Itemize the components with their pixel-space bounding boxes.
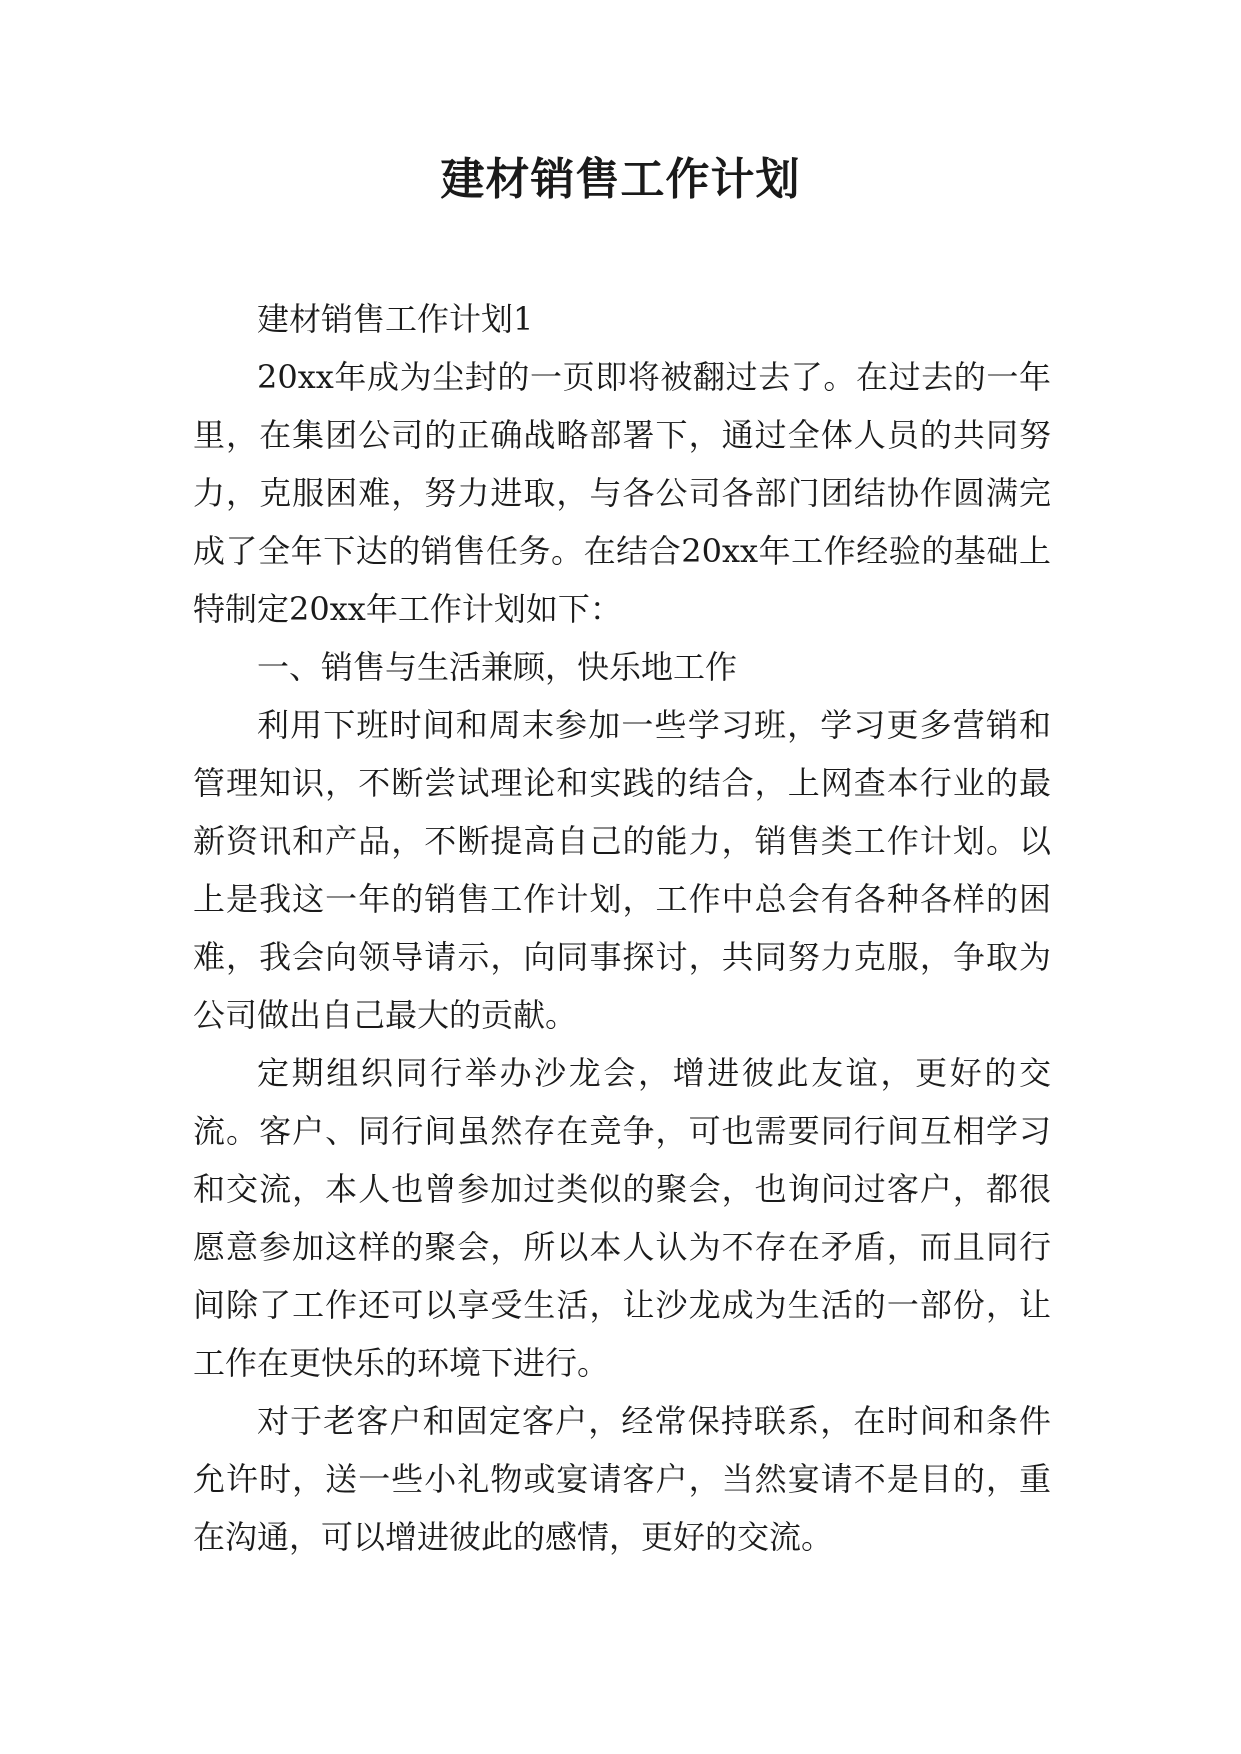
document-title: 建材销售工作计划 bbox=[440, 154, 801, 205]
body-paragraph: 利用下班时间和周末参加一些学习班，学习更多营销和管理知识，不断尝试理论和实践的结合，上网查本行业的最新资讯和产品，不断提高自己的能力，销售类工作计划。以上是我这一年的销售工作计划，工作中总会有各种各样的困难，我会向领导请示，向同事探讨，共同努力克服，争取为公司做出自己最大的贡献。 bbox=[193, 706, 1051, 1034]
section-heading-plan-1: 建材销售工作计划1 bbox=[257, 300, 534, 338]
body-paragraph: 定期组织同行举办沙龙会，增进彼此友谊，更好的交流。客户、同行间虽然存在竞争，可也需要同行间互相学习和交流，本人也曾参加过类似的聚会，也询问过客户，都很愿意参加这样的聚会，所以本人认为不存在矛盾，而且同行间除了工作还可以享受生活，让沙龙成为生活的一部份，让工作在更快乐的环境下进行。 bbox=[193, 1054, 1051, 1382]
document-body bbox=[193, 290, 1051, 1566]
section-heading-one: 一、销售与生活兼顾，快乐地工作 bbox=[257, 648, 738, 686]
intro-paragraph: 20xx年成为尘封的一页即将被翻过去了。在过去的一年里，在集团公司的正确战略部署下，通过全体人员的共同努力，克服困难，努力进取，与各公司各部门团结协作圆满完成了全年下达的销售任务。在结合20xx年工作经验的基础上特制定20xx年工作计划如下： bbox=[193, 358, 1051, 628]
body-paragraph: 对于老客户和固定客户，经常保持联系，在时间和条件允许时，送一些小礼物或宴请客户，当然宴请不是目的，重在沟通，可以增进彼此的感情，更好的交流。 bbox=[193, 1402, 1051, 1556]
